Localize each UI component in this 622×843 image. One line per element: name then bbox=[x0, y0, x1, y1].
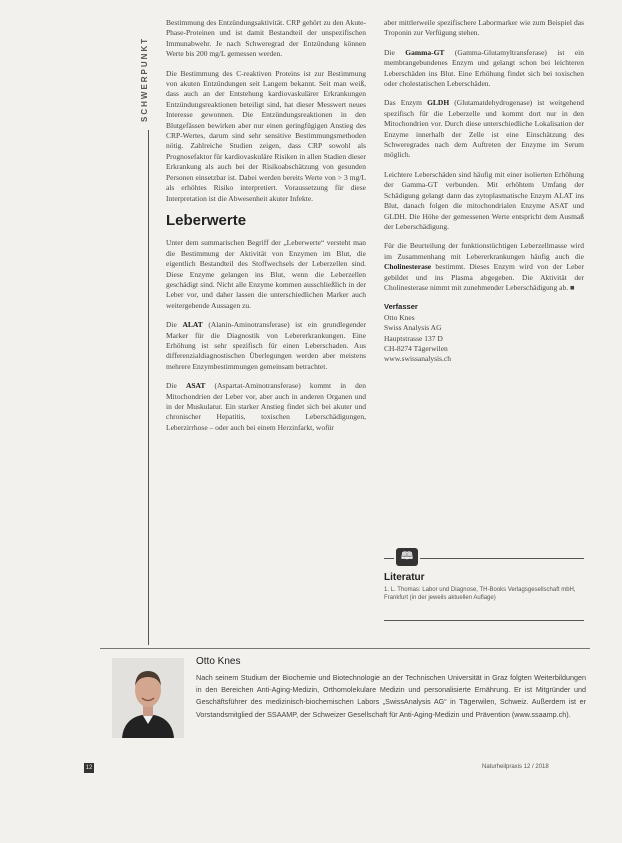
paragraph: Bestimmung des Entzündungsaktivität. CRP gehört zu den Akute-Phase-Proteinen und ist damit Bestandteil der unspezifischen Immunabwehr. Je nach Schweregrad der Entzündung können Werte bis 200 mg/L gemessen werden. bbox=[166, 18, 366, 59]
term-gamma-gt: Gamma-GT bbox=[405, 47, 445, 57]
author-link[interactable]: www.swissanalysis.ch bbox=[384, 354, 452, 364]
author-block bbox=[384, 302, 584, 364]
literature-item: 1. L. Thomas: Labor und Diagnose, TH-Books Verlagsgesellschaft mbH, Frankfurt (in der jeweils aktuellen Auflage) bbox=[384, 587, 576, 601]
divider bbox=[100, 648, 590, 649]
paragraph-asat: Die ASAT (Aspartat-Aminotransferase) kommt in den Mitochondrien der Leber vor, aber auch in anderen Organen und in der Muskulatur. Ein starker Anstieg findet sich bei akuter und chronischer Hepatitis, toxischen Leberschädigungen, Leberzirrhose – oder auch bei einem Herzinfarkt, wofür bbox=[166, 381, 366, 432]
author-photo bbox=[112, 658, 184, 738]
term-gldh: GLDH bbox=[427, 98, 450, 108]
term-alat: ALAT bbox=[182, 320, 203, 330]
left-column bbox=[166, 18, 366, 442]
book-icon: 🕮 bbox=[396, 548, 418, 566]
term-cholinesterase: Cholinesterase bbox=[384, 262, 432, 272]
paragraph-cholinesterase: Für die Beurteilung der funktionstüchtigen Leberzellmasse wird im Zusammenhang mit Lebererkrankungen häufig auch die Cholinesterase bestimmt. Dieses Enzym wird von der Leber gebildet und ins Plasma abgegeben. Die Aktivität der Cholinesterase nimmt mit zunehmender Leberschädigung ab. ■ bbox=[384, 241, 584, 292]
term-asat: ASAT bbox=[185, 381, 206, 391]
paragraph-gldh: Das Enzym GLDH (Glutamatdehydrogenase) ist weitgehend spezifisch für die Leberzelle und kommt dort nur in den Mitochondrien vor. Durch diese unterschiedliche Lokalisation der Enzyme innerhalb der Zelle ist eine Einschätzung des Schweregrades nach dem Auftreten der Enzyme im Serum möglich. bbox=[384, 98, 584, 160]
divider bbox=[420, 558, 584, 559]
section-label: SCHWERPUNKT bbox=[140, 36, 149, 122]
paragraph-gamma-gt: Die Gamma-GT (Gamma-Glutamyltransferase) ist ein membrangebundenes Enzym und gelangt schon bei leichteren Leberschäden ins Blut. Eine Erhöhung findet sich bei toxischen oder cholestatischen Leberschäden. bbox=[384, 47, 584, 89]
paragraph: aber mittlerweile spezifischere Labormarker wie zum Beispiel das Troponin zur Verfügung stehen. bbox=[384, 18, 584, 38]
author-line: Swiss Analysis AG bbox=[384, 323, 442, 333]
bio-text: Nach seinem Studium der Biochemie und Biotechnologie an der Technischen Universität in Graz folgten Weiterbildungen in den Bereichen Anti-Aging-Medizin, Orthomolekulare Medizin und personalisierte Ernährung. Er ist Mitgründer und Geschäftsführer des medizinisch-biochemischen Labors „SwissAnalysis AG“ in Tägerwilen, Schweiz. Außerdem ist er Vorstandsmitglied der SSAAMP, der Schweizer Gesellschaft für Anti-Aging-Medizin und Prävention (www.ssaamp.ch). bbox=[196, 673, 586, 719]
author-line: Hauptstrasse 137 D bbox=[384, 333, 443, 343]
paragraph-alat: Die ALAT (Alanin-Aminotransferase) ist ein grundlegender Marker für die Diagnostik von Lebererkrankungen. Eine Erhöhung ist sehr spezifisch für einen Leberschaden. Aus differenzialdiagnostischen Überlegungen werden aber meistens mehrere Enzymbestimmungen gemeinsam betrachtet. bbox=[166, 320, 366, 371]
page-number: 12 bbox=[85, 765, 93, 771]
bio-name: Otto Knes bbox=[196, 656, 241, 667]
vertical-rule bbox=[148, 130, 149, 645]
section-heading: Leberwerte bbox=[166, 211, 247, 229]
paragraph: Die Bestimmung des C-reaktiven Proteins ist zur Bestimmung von akuten Entzündungen seit Langem bekannt. Seit man weiß, dass auch an der Entstehung kardiovaskulärer Erkrankungen Entzündungsreaktionen beteiligt sind, hat dieser Messwert neues Interesse gewonnen. Die Entzündungsreaktionen in den Blutgefässen bewirken aber nur einen geringfügigen Anstieg des CRP-Wertes, darum sind sehr sensitive Bestimmungsmethoden nötig. Zahlreiche Studien zeigen, dass CRP sowohl als Prognosefaktor für kardiovaskuläre Risiken in allen Stadien dieser Erkrankung als auch bei der Risikoabschätzung von gesunden Personen einsetzbar ist. Dabei werden bereits Werte von > 3 mg/L als erhöhtes Risiko interpretiert. Voraussetzung für diese Interpretation ist die Abwesenheit akuter Infekte. bbox=[166, 68, 366, 203]
portrait-image bbox=[112, 658, 184, 738]
divider bbox=[384, 620, 584, 621]
literature-title: Literatur bbox=[384, 572, 425, 583]
paragraph: Unter dem summarischen Begriff der „Leberwerte“ versteht man die Bestimmung der Aktivität von Enzymen im Blut, die eigentlich Bestandteil des Stoffwechsels der Leberzellen sind. Diese Enzyme gelangen ins Blut, wenn die Leberzellen geschädigt sind. Nicht alle Enzyme kommen ausschließlich in der Leber vor, und daher lassen die unterschiedlichen Marker auch weitergehende Aussagen zu. bbox=[166, 238, 366, 310]
author-heading: Verfasser bbox=[384, 302, 418, 312]
author-line: CH-8274 Tägerwilen bbox=[384, 343, 448, 353]
author-line: Otto Knes bbox=[384, 312, 415, 322]
footer-issue: Naturheilpraxis 12 / 2018 bbox=[482, 764, 549, 770]
divider bbox=[384, 558, 394, 559]
right-column bbox=[384, 18, 584, 365]
paragraph: Leichtere Leberschäden sind häufig mit einer isolierten Erhöhung der Gamma-GT verbunden. Mit erhöhtem Umfang der Schädigung gelangt dann das zytoplasmatische Enzym ALAT ins Blut, danach folgen die mitochondrialen Enzyme ASAT und GLDH. Die Höhe der gemessenen Werte entspricht dem Ausmaß der Leberschädigung. bbox=[384, 169, 584, 231]
